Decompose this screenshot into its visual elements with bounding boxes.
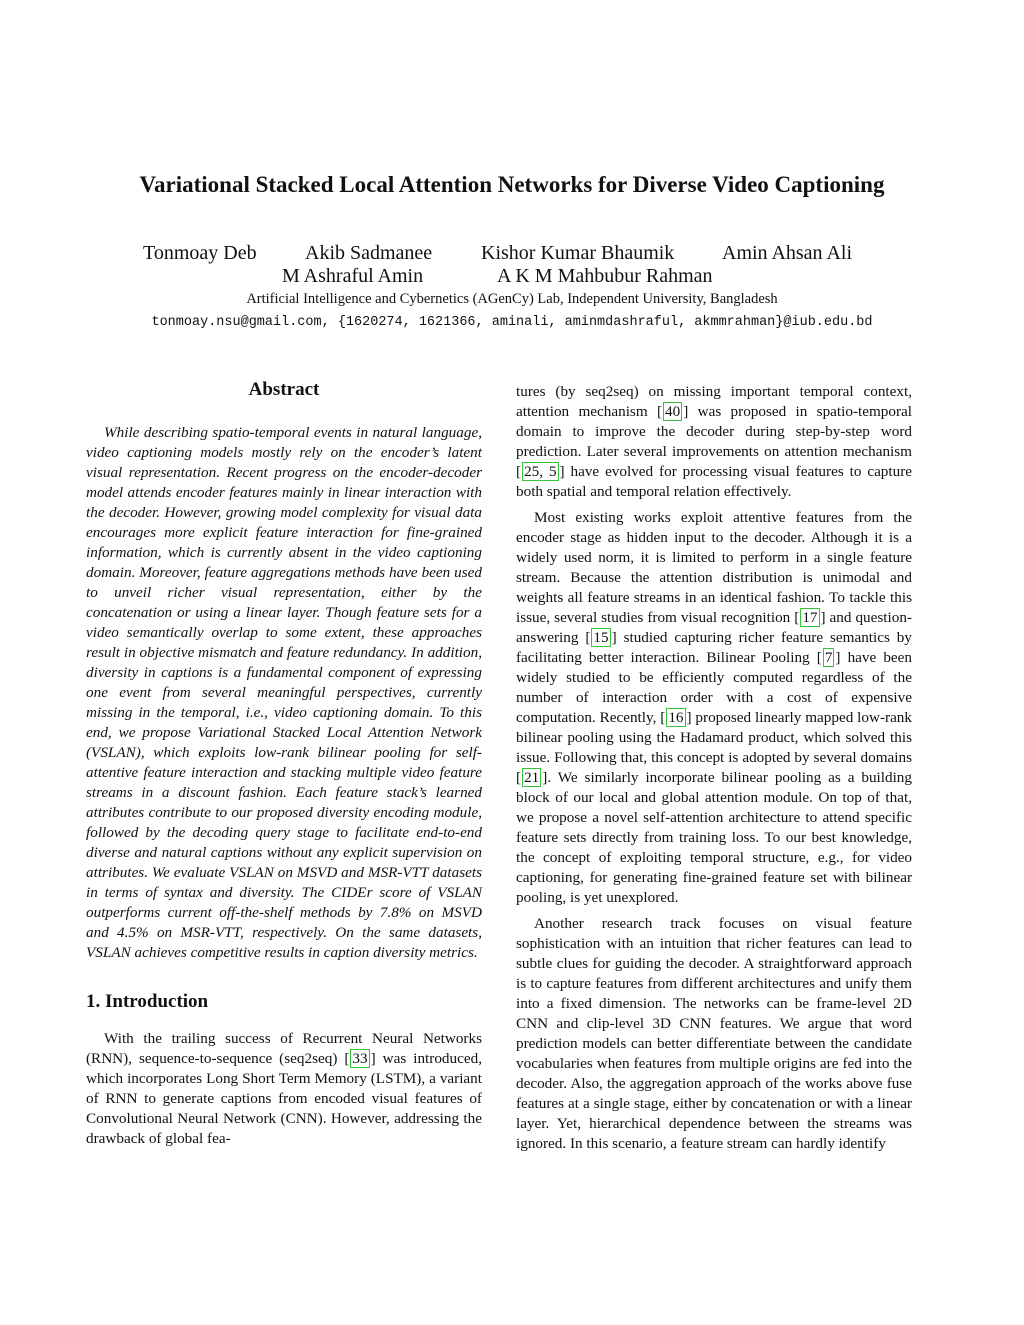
author-name: Akib Sadmanee — [305, 242, 433, 264]
right-paragraph-3: Another research track focuses on visual feature sophistication with an intuition that richer features can lead to subtle clues for guiding the decoder. A straightforward approach is to capture features from different architectures and unify them into a fixed dimension. The networks can be frame-level 2D CNN and clip-level 3D CNN features. We argue that word prediction models can better differentiate between the candidate vocabularies when features from multiple origins are fed into the decoder. Also, the aggregation approach of the works above fuse features at a single stage, either by concatenation or with a linear layer. Yet, hierarchical dependence between the streams was ignored. In this scenario, a feature stream can hardly identify — [516, 915, 912, 1152]
author-name: Amin Ahsan Ali — [722, 242, 853, 264]
left-column — [86, 378, 482, 1155]
author-name: A K M Mahbubur Rahman — [497, 265, 713, 287]
citation-link[interactable]: 17 — [802, 609, 818, 626]
author-emails: tonmoay.nsu@gmail.com, {1620274, 1621366, aminali, aminmdashraful, akmmrahman}@iub.edu.bd — [151, 315, 873, 330]
citation-link[interactable]: 25, 5 — [524, 463, 557, 480]
citation-link[interactable]: 7 — [824, 649, 833, 666]
right-paragraph-2: Most existing works exploit attentive features from the encoder stage as hidden input to the decoder. Although it is a widely used norm, it is limited to perform in a single feature stream. Because the attention distribution is unimodal and weights all feature streams in an identical fashion. To tackle this issue, several studies from visual recognition [ 17 ] and question-answering [ 15 ] studied capturing richer feature semantics by facilitating better interaction. Bilinear Pooling [ 7 ] have been widely studied to be efficiently computed regardless of the number of interaction order with a cost of expensive computation. Recently, [ 16 ] proposed linearly mapped low-rank bilinear pooling using the Hadamard product, which solved this issue. Following that, this concept is adopted by several domains [ 21 ]. We similarly incorporate bilinear pooling as a building block of our local and global attention module. On top of that, we propose a novel self-attention architecture to attend specific feature sets directly from training loss. To our best knowledge, the concept of exploiting temporal structure, e.g., for video captioning, for generating fine-grained feature set with bilinear pooling, is yet unexplored. — [516, 509, 912, 906]
right-paragraph-1: tures (by seq2seq) on missing important temporal context, attention mechanism [ 40 ] was proposed in spatio-temporal domain to improve the decoder during step-by-step word prediction. Later several improvements on attention mechanism [ 25, 5 ] have evolved for processing visual features to capture both spatial and temporal relation effectively. — [516, 383, 913, 500]
author-name: Tonmoay Deb — [143, 242, 257, 264]
introduction-paragraph: With the trailing success of Recurrent Neural Networks (RNN), sequence-to-sequence (seq2seq) [ 33 ] was introduced, which incorporates Long Short Term Memory (LSTM), a variant of RNN to generate captions from encoded visual features of Convolutional Neural Network (CNN). However, addressing the drawback of global fea- — [86, 1030, 482, 1147]
author-name: M Ashraful Amin — [282, 265, 424, 287]
introduction-heading: 1. Introduction — [86, 991, 209, 1012]
author-name: Kishor Kumar Bhaumik — [481, 242, 675, 264]
citation-link[interactable]: 40 — [665, 403, 681, 420]
citation-link[interactable]: 16 — [668, 709, 684, 726]
citation-link[interactable]: 15 — [593, 629, 609, 646]
right-column — [516, 382, 912, 1160]
citation-link[interactable]: 33 — [352, 1050, 368, 1067]
affiliation: Artificial Intelligence and Cybernetics (AGenCy) Lab, Independent University, Bangladesh — [246, 291, 778, 307]
abstract-text: While describing spatio-temporal events in natural language, video captioning models mostly rely on the encoder’s latent visual representation. Recent progress on the encoder-decoder model attends encoder features mainly in linear interaction with the decoder. However, growing model complexity for visual data encourages more explicit feature interaction for fine-grained information, which is currently absent in the video captioning domain. Moreover, feature aggregations methods have been used to unveil richer visual representation, either by the concatenation or using a linear layer. Though feature sets for a video semantically overlap to some extent, these approaches result in objective mismatch and feature redundancy. In addition, diversity in captions is a fundamental component of expressing one event from several meaningful perspectives, currently missing in the temporal, i.e., video captioning domain. To this end, we propose Variational Stacked Local Attention Network (VSLAN), which exploits low-rank bilinear pooling for self-attentive feature interaction and stacking multiple video feature streams in a discount fashion. Each feature stack’s learned attributes contribute to our proposed diversity encoding module, followed by the decoding query stage to facilitate end-to-end diverse and natural captions without any explicit supervision on attributes. We evaluate VSLAN on MSVD and MSR-VTT datasets in terms of syntax and diversity. The CIDEr score of VSLAN outperforms current off-the-shelf methods by 7.8% on MSVD and 4.5% on MSR-VTT, respectively. On the same datasets, VSLAN achieves competitive results in caption diversity metrics. — [86, 424, 482, 961]
abstract-heading: Abstract — [248, 379, 320, 400]
citation-link[interactable]: 21 — [524, 769, 540, 786]
paper-title: Variational Stacked Local Attention Networks for Diverse Video Captioning — [139, 172, 885, 197]
